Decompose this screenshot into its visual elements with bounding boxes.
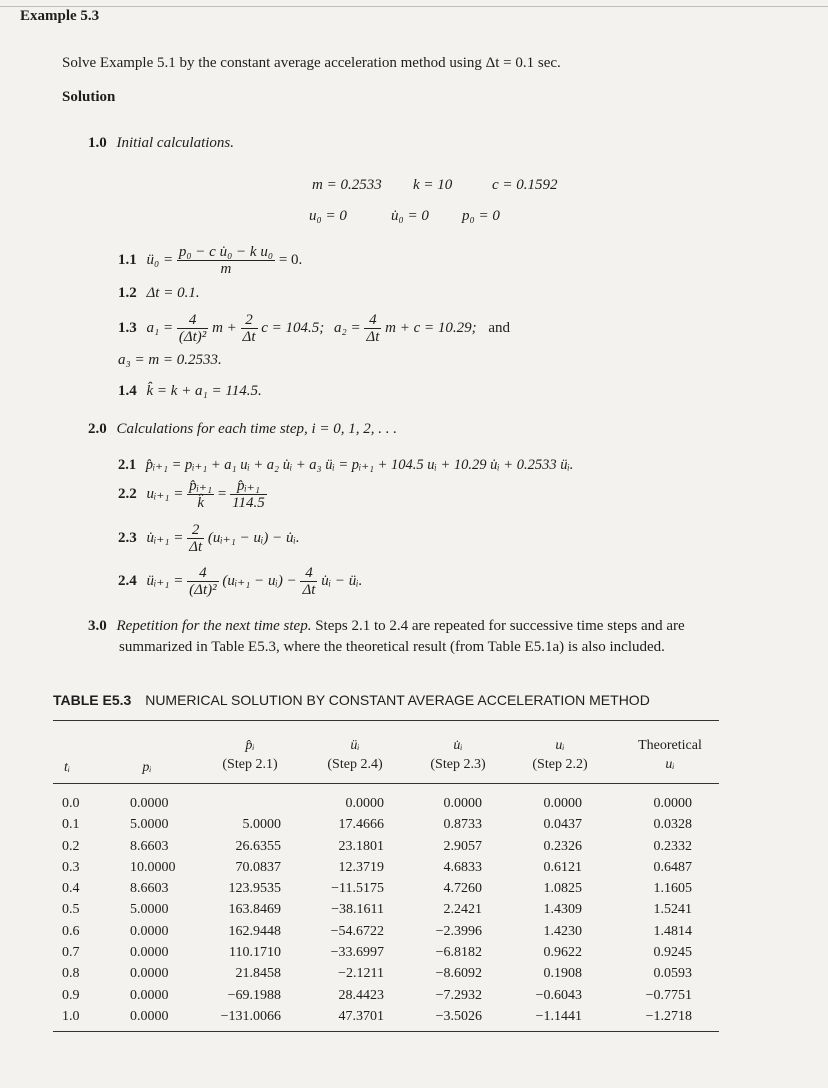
eq-lhs: üᵢ₊₁ = — [146, 572, 184, 589]
eq-body: Δt = 0.1. — [146, 285, 200, 301]
fraction-4-dt2 — [187, 565, 218, 598]
cell-ud: 4.6833 — [443, 859, 482, 875]
equation-2-1 — [118, 457, 573, 474]
cell-p: 0.0000 — [130, 923, 169, 939]
fraction-4-dt2 — [177, 312, 208, 345]
example-title: Example 5.3 — [20, 8, 100, 24]
eq-body: p̂ᵢ₊₁ = pᵢ₊₁ + a₁ uᵢ + a₂ u̇ᵢ + a₃ üᵢ = pᵢ₊₁ + 104.5 uᵢ + 10.29 u̇ᵢ + 0.2533 üᵢ. — [145, 457, 574, 473]
fraction-4-dt — [364, 312, 381, 345]
eq-rest: u̇ᵢ − üᵢ. — [321, 572, 363, 589]
cell-p: 0.0000 — [130, 1008, 169, 1024]
cell-t: 0.3 — [62, 859, 80, 875]
header-phat-symbol: p̂ᵢ — [245, 738, 255, 753]
numerator: 2 — [241, 312, 258, 329]
cell-phat: −131.0066 — [220, 1008, 281, 1024]
table-label: TABLE E5.3 — [53, 692, 132, 708]
cell-u: 0.6121 — [543, 859, 582, 875]
column-u — [500, 793, 582, 1027]
fraction-2-dt — [187, 522, 204, 555]
cell-theoretical: 0.9245 — [653, 945, 692, 961]
column-theoretical — [610, 793, 692, 1027]
step-3-0 — [88, 618, 685, 635]
eq-label: 1.2 — [118, 285, 137, 301]
step-number: 1.0 — [88, 135, 107, 151]
cell-t: 0.8 — [62, 966, 80, 982]
table-header-rule — [53, 783, 719, 784]
denominator: 114.5 — [232, 495, 265, 511]
cell-t: 0.1 — [62, 817, 80, 833]
cell-theoretical: 0.6487 — [653, 859, 692, 875]
cell-phat: 110.1710 — [229, 945, 281, 961]
cell-phat: 26.6355 — [235, 838, 281, 854]
header-udd — [305, 736, 405, 774]
cell-theoretical: 0.0593 — [653, 966, 692, 982]
fraction — [177, 244, 275, 277]
equation-1-3 — [118, 312, 510, 345]
a2-lhs: a₂ = — [334, 319, 361, 336]
cell-t: 1.0 — [62, 1008, 80, 1024]
numerator: 2 — [187, 522, 204, 539]
step-text-line2: summarized in Table E5.3, where the theoretical result (from Table E5.1a) is also included. — [119, 639, 665, 655]
equation-2-2 — [118, 478, 267, 511]
cell-theoretical: −1.2718 — [645, 1008, 692, 1024]
column-phat — [196, 793, 281, 1027]
header-udd-symbol: üᵢ — [350, 738, 360, 753]
denominator: (Δt)² — [189, 582, 217, 598]
cell-phat: −69.1988 — [227, 987, 281, 1003]
cell-u: −1.1441 — [535, 1008, 582, 1024]
problem-statement: Solve Example 5.1 by the constant average acceleration method using Δt = 0.1 sec. — [62, 55, 561, 71]
a3-line: a₃ = m = 0.2533. — [118, 352, 222, 368]
solution-heading: Solution — [62, 89, 116, 105]
denominator: Δt — [302, 582, 316, 598]
cell-phat: 21.8458 — [235, 966, 281, 982]
cell-t: 0.9 — [62, 987, 80, 1003]
column-p — [130, 793, 200, 1027]
c-result: c = 104.5; — [261, 319, 325, 336]
cell-u: 1.4309 — [543, 902, 582, 918]
given-m: m = 0.2533 — [312, 177, 382, 193]
cell-u: −0.6043 — [535, 987, 582, 1003]
cell-p: 5.0000 — [130, 902, 169, 918]
cell-udd: 12.3719 — [338, 859, 384, 875]
header-u-step: (Step 2.2) — [532, 757, 588, 772]
header-phat-step: (Step 2.1) — [222, 757, 278, 772]
equation-2-4 — [118, 565, 362, 598]
cell-u: 0.9622 — [543, 945, 582, 961]
numerator: 4 — [187, 565, 218, 582]
step-title: Initial calculations. — [116, 135, 234, 151]
given-p0: p₀ = 0 — [462, 208, 500, 224]
step-number: 2.0 — [88, 421, 107, 437]
eq-result: = 0. — [278, 251, 303, 268]
cell-t: 0.2 — [62, 838, 80, 854]
eq-body: k̂ = k + a₁ = 114.5. — [146, 383, 262, 399]
given-ud0: u̇₀ = 0 — [391, 208, 429, 224]
cell-p: 5.0000 — [130, 817, 169, 833]
table-title: NUMERICAL SOLUTION BY CONSTANT AVERAGE ACCELERATION METHOD — [145, 692, 650, 708]
step-number: 3.0 — [88, 618, 107, 634]
cell-u: 0.0437 — [543, 817, 582, 833]
column-ud — [400, 793, 482, 1027]
given-u0: u₀ = 0 — [309, 208, 347, 224]
cell-t: 0.7 — [62, 945, 80, 961]
cell-theoretical: 1.5241 — [653, 902, 692, 918]
table-caption — [53, 692, 650, 708]
given-k: k = 10 — [413, 177, 453, 193]
eq-lhs: u̇ᵢ₊₁ = — [146, 529, 184, 546]
cell-udd: 17.4666 — [338, 817, 384, 833]
cell-u: 0.1908 — [543, 966, 582, 982]
top-rule — [0, 6, 828, 7]
header-phat — [200, 736, 300, 774]
cell-ud: −7.2932 — [435, 987, 482, 1003]
cell-phat: 5.0000 — [242, 817, 281, 833]
cell-p: 0.0000 — [130, 966, 169, 982]
equation-1-4 — [118, 383, 262, 400]
cell-u: 1.4230 — [543, 923, 582, 939]
cell-theoretical: −0.7751 — [645, 987, 692, 1003]
step-text-line1: Steps 2.1 to 2.4 are repeated for successive time steps and are — [315, 618, 685, 634]
fraction-2-dt — [241, 312, 258, 345]
cell-udd: −33.6997 — [330, 945, 384, 961]
cell-ud: 0.8733 — [443, 817, 482, 833]
numerator: 4 — [300, 565, 317, 582]
cell-theoretical: 1.4814 — [653, 923, 692, 939]
cell-ud: −6.8182 — [435, 945, 482, 961]
a1-lhs: a₁ = — [146, 319, 174, 336]
table-bottom-rule — [53, 1031, 719, 1032]
denominator: m — [220, 261, 232, 277]
denominator: Δt — [242, 329, 256, 345]
eq-label: 1.1 — [118, 251, 137, 268]
step-1-0 — [88, 135, 234, 152]
cell-u: 0.0000 — [543, 796, 582, 811]
eq-label: 1.4 — [118, 383, 137, 399]
cell-theoretical: 0.0000 — [653, 796, 692, 811]
header-p: pᵢ — [142, 760, 152, 775]
cell-udd: −2.1211 — [338, 966, 384, 982]
table-top-rule — [53, 720, 719, 721]
cell-theoretical: 1.1605 — [653, 881, 692, 897]
cell-phat: 123.9535 — [228, 881, 281, 897]
cell-udd: 23.1801 — [338, 838, 384, 854]
header-ud-symbol: u̇ᵢ — [453, 738, 463, 753]
numerator: 4 — [364, 312, 381, 329]
equation-1-1 — [118, 244, 302, 277]
cell-p: 0.0000 — [130, 987, 169, 1003]
cell-p: 0.0000 — [130, 945, 169, 961]
cell-p: 8.6603 — [130, 838, 169, 854]
numerator: p̂ᵢ₊₁ — [189, 478, 213, 494]
cell-p: 8.6603 — [130, 881, 169, 897]
header-theoretical — [618, 736, 722, 774]
cell-phat: 70.0837 — [235, 859, 281, 875]
cell-phat — [196, 793, 281, 814]
numerator: 4 — [177, 312, 208, 329]
step-2-0 — [88, 421, 397, 438]
equals: = — [217, 485, 227, 502]
denominator: Δt — [366, 329, 380, 345]
step-title: Calculations for each time step, i = 0, 1, 2, . . . — [116, 421, 398, 437]
eq-rest: (uᵢ₊₁ − uᵢ) − u̇ᵢ. — [207, 529, 300, 546]
cell-p: 10.0000 — [130, 859, 176, 875]
cell-ud: 0.0000 — [443, 796, 482, 811]
cell-u: 0.2326 — [543, 838, 582, 854]
denominator: (Δt)² — [178, 329, 207, 345]
given-c: c = 0.1592 — [492, 177, 558, 193]
cell-u: 1.0825 — [543, 881, 582, 897]
cell-udd: 47.3701 — [338, 1008, 384, 1024]
eq-mid: (uᵢ₊₁ − uᵢ) − — [222, 572, 297, 589]
numerator: p̂ᵢ₊₁ — [230, 478, 267, 495]
header-u — [510, 736, 610, 774]
m-plus: m + — [212, 319, 237, 336]
denominator: Δt — [189, 539, 203, 555]
eq-label: 2.2 — [118, 485, 137, 502]
cell-ud: 4.7260 — [443, 881, 482, 897]
and-word: and — [488, 319, 511, 336]
eq-lhs: ü₀ = — [146, 251, 174, 268]
eq-label: 2.3 — [118, 529, 137, 546]
cell-ud: 2.9057 — [443, 838, 482, 854]
eq-label: 2.1 — [118, 457, 137, 473]
cell-theoretical: 0.2332 — [653, 838, 692, 854]
fraction-4-dt — [300, 565, 317, 598]
header-u-symbol: uᵢ — [555, 738, 565, 753]
fraction-phat-1145 — [230, 478, 267, 511]
eq-label: 1.3 — [118, 319, 137, 336]
cell-phat: 162.9448 — [228, 923, 281, 939]
cell-ud: 2.2421 — [443, 902, 482, 918]
cell-ud: −8.6092 — [435, 966, 482, 982]
eq-lhs: uᵢ₊₁ = — [146, 485, 184, 502]
eq-label: 2.4 — [118, 572, 137, 589]
header-udd-step: (Step 2.4) — [327, 757, 383, 772]
denominator: k̂ — [197, 495, 204, 511]
cell-udd: −54.6722 — [330, 923, 384, 939]
a2-result: m + c = 10.29; — [385, 319, 477, 336]
cell-udd: 0.0000 — [345, 796, 384, 811]
header-t: tᵢ — [63, 760, 71, 775]
equation-2-3 — [118, 522, 300, 555]
header-theoretical-symbol: uᵢ — [665, 757, 675, 772]
cell-p: 0.0000 — [130, 796, 169, 811]
header-ud — [408, 736, 508, 774]
numerator: p₀ − c u̇₀ − k u₀ — [178, 244, 274, 260]
cell-theoretical: 0.0328 — [653, 817, 692, 833]
cell-ud: −2.3996 — [435, 923, 482, 939]
cell-phat: 163.8469 — [228, 902, 281, 918]
cell-t: 0.0 — [62, 796, 80, 811]
header-theoretical-label: Theoretical — [638, 738, 702, 753]
cell-t: 0.4 — [62, 881, 80, 897]
fraction-phat-khat — [187, 478, 214, 511]
cell-ud: −3.5026 — [435, 1008, 482, 1024]
column-t — [62, 793, 102, 1027]
cell-t: 0.6 — [62, 923, 80, 939]
cell-udd: −38.1611 — [331, 902, 384, 918]
column-udd — [300, 793, 384, 1027]
cell-udd: −11.5175 — [331, 881, 384, 897]
step-title: Repetition for the next time step. — [116, 618, 312, 634]
equation-1-2 — [118, 285, 200, 302]
cell-udd: 28.4423 — [338, 987, 384, 1003]
header-ud-step: (Step 2.3) — [430, 757, 486, 772]
cell-t: 0.5 — [62, 902, 80, 918]
